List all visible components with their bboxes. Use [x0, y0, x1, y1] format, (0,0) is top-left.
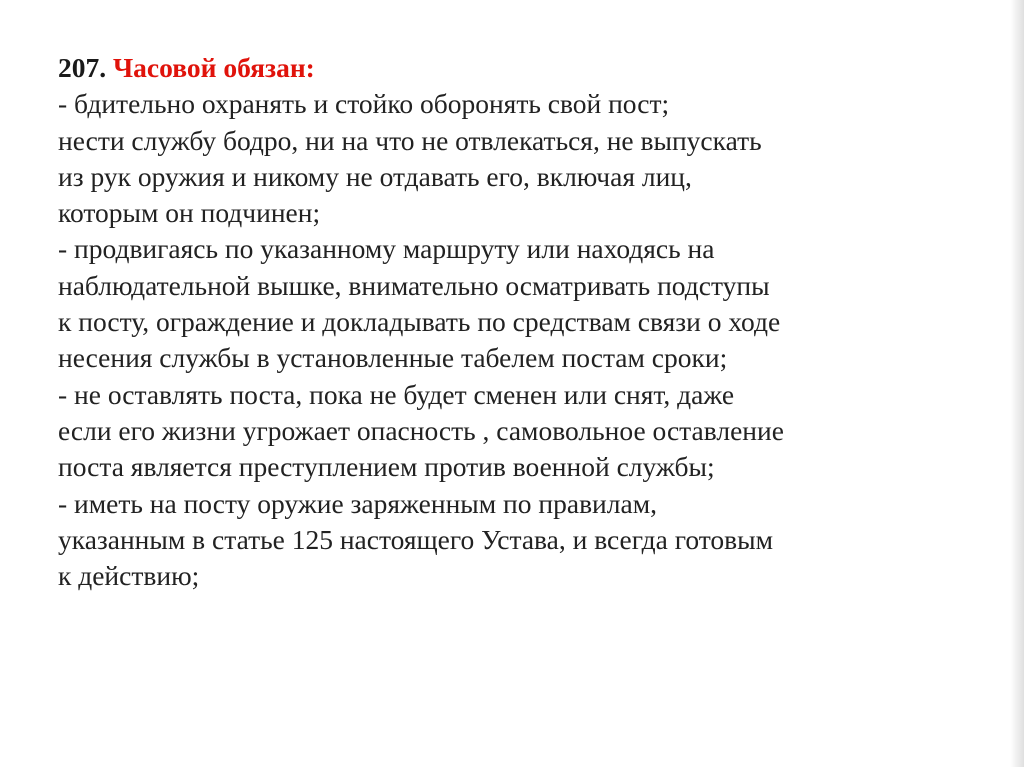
text-line: к действию;	[58, 560, 200, 592]
text-line: из рук оружия и никому не отдавать его, включая лиц,	[58, 160, 692, 192]
text-line: нести службу бодро, ни на что не отвлекаться, не выпускать	[58, 124, 762, 156]
text-line: - продвигаясь по указанному маршруту или находясь на	[58, 233, 715, 265]
text-line: к посту, ограждение и докладывать по средствам связи о ходе	[58, 306, 781, 338]
text-line: наблюдательной вышке, внимательно осматривать подступы	[58, 269, 770, 301]
text-line: которым он подчинен;	[58, 197, 321, 229]
text-line: - не оставлять поста, пока не будет сменен или снят, даже	[58, 378, 735, 410]
article-title: Часовой обязан:	[113, 52, 315, 83]
text-line: если его жизни угрожает опасность , самовольное оставление	[58, 414, 784, 446]
text-line: несения службы в установленные табелем постам сроки;	[58, 342, 728, 374]
article-heading	[58, 50, 988, 86]
article-number: 207.	[58, 52, 107, 83]
text-line: указанным в статье 125 настоящего Устава, и всегда готовым	[58, 523, 773, 555]
article-text-block	[58, 50, 988, 594]
text-line: - иметь на посту оружие заряженным по правилам,	[58, 487, 657, 519]
text-line: поста является преступлением против военной службы;	[58, 451, 715, 483]
text-line: - бдительно охранять и стойко оборонять свой пост;	[58, 88, 670, 120]
